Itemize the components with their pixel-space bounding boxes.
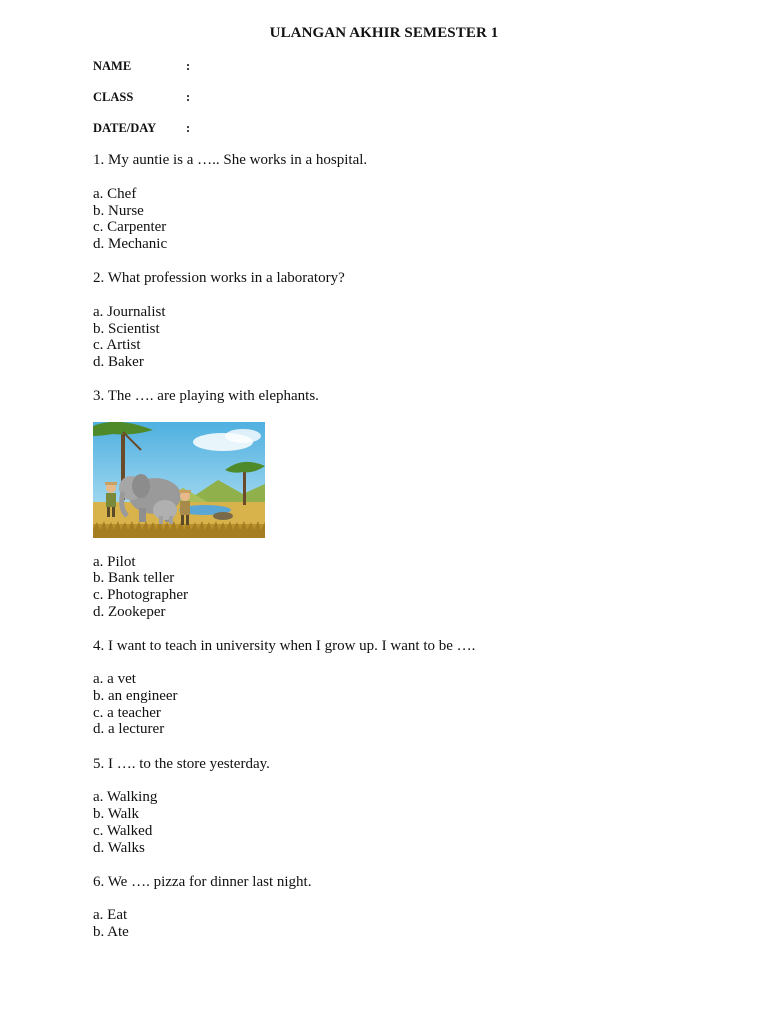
q6-option-b: b. Ate bbox=[93, 924, 129, 940]
q2-option-c: c. Artist bbox=[93, 337, 141, 353]
q1-option-b: b. Nurse bbox=[93, 203, 144, 219]
class-field bbox=[93, 90, 190, 105]
date-day-label: DATE/DAY bbox=[93, 121, 157, 135]
page-title: ULANGAN AKHIR SEMESTER 1 bbox=[269, 25, 499, 41]
name-field bbox=[93, 59, 190, 74]
class-label: CLASS bbox=[93, 90, 134, 104]
question-4: 4. I want to teach in university when I grow up. I want to be …. bbox=[93, 638, 476, 654]
q1-option-c: c. Carpenter bbox=[93, 219, 167, 235]
q1-option-d: d. Mechanic bbox=[93, 236, 168, 252]
date-day-separator: : bbox=[186, 121, 191, 135]
q5-option-c: c. Walked bbox=[93, 823, 153, 839]
name-label: NAME bbox=[93, 59, 132, 73]
q6-option-a: a. Eat bbox=[93, 907, 128, 923]
q3-option-a: a. Pilot bbox=[93, 554, 136, 570]
question-6: 6. We …. pizza for dinner last night. bbox=[93, 874, 312, 890]
q5-option-b: b. Walk bbox=[93, 806, 140, 822]
question-1: 1. My auntie is a ….. She works in a hospital. bbox=[93, 152, 368, 168]
q2-option-b: b. Scientist bbox=[93, 321, 160, 337]
question-2: 2. What profession works in a laboratory? bbox=[93, 270, 345, 286]
q3-option-c: c. Photographer bbox=[93, 587, 188, 603]
q4-option-b: b. an engineer bbox=[93, 688, 178, 704]
zoo-elephants-illustration bbox=[93, 422, 265, 538]
q1-option-a: a. Chef bbox=[93, 186, 137, 202]
q5-option-a: a. Walking bbox=[93, 789, 158, 805]
date-day-field bbox=[93, 121, 190, 136]
q2-option-a: a. Journalist bbox=[93, 304, 166, 320]
q4-option-c: c. a teacher bbox=[93, 705, 161, 721]
q4-option-d: d. a lecturer bbox=[93, 721, 165, 737]
name-separator: : bbox=[186, 59, 191, 73]
q4-option-a: a. a vet bbox=[93, 671, 136, 687]
q3-option-d: d. Zookeper bbox=[93, 604, 166, 620]
question-3: 3. The …. are playing with elephants. bbox=[93, 388, 319, 404]
q3-option-b: b. Bank teller bbox=[93, 570, 175, 586]
q2-option-d: d. Baker bbox=[93, 354, 144, 370]
question-5: 5. I …. to the store yesterday. bbox=[93, 756, 270, 772]
q5-option-d: d. Walks bbox=[93, 840, 145, 856]
class-separator: : bbox=[186, 90, 191, 104]
